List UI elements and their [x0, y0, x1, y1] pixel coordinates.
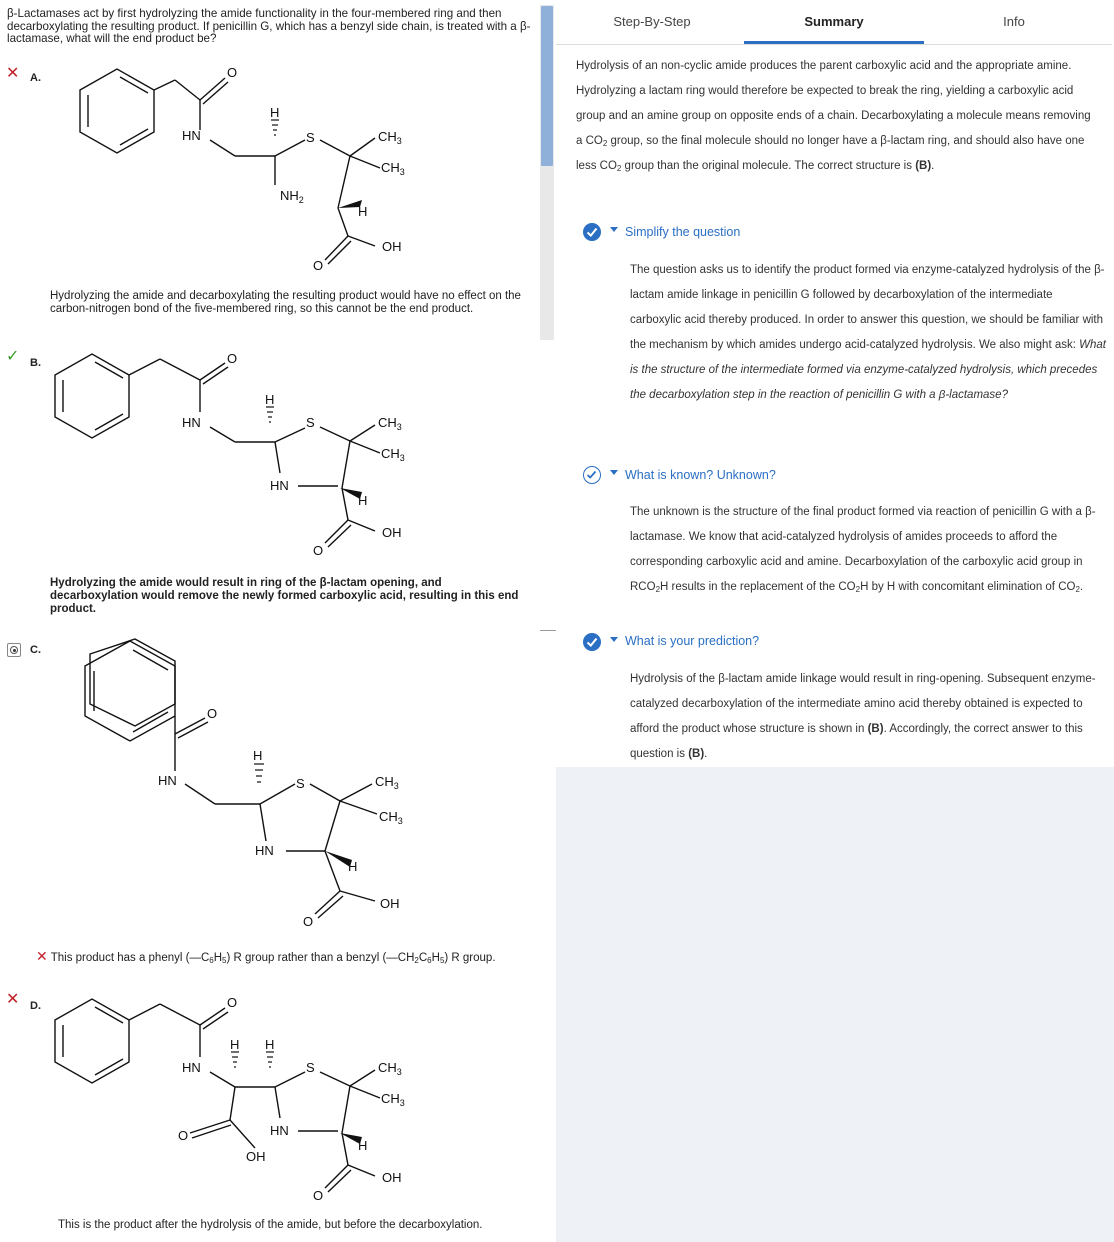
- svg-text:HN: HN: [270, 1123, 289, 1138]
- step-simplify-title[interactable]: Simplify the question: [625, 225, 741, 239]
- tab-divider: [556, 44, 1112, 45]
- svg-text:O: O: [313, 543, 324, 558]
- chevron-down-icon[interactable]: [610, 637, 618, 642]
- svg-text:O: O: [207, 706, 218, 721]
- svg-text:OH: OH: [382, 239, 402, 254]
- svg-text:H: H: [348, 859, 358, 874]
- svg-text:O: O: [313, 1188, 324, 1203]
- scrollbar-thumb[interactable]: [541, 6, 553, 166]
- tab-summary[interactable]: Summary: [804, 14, 864, 29]
- option-b-letter: B.: [30, 357, 41, 369]
- check-icon: ✓: [6, 348, 20, 365]
- svg-text:CH3: $CH_3$: [378, 129, 402, 146]
- svg-text:O: O: [227, 351, 238, 366]
- svg-text:CH3: $CH_3$: [375, 774, 399, 791]
- option-c-structure[interactable]: [40, 636, 500, 931]
- check-circle-icon: [583, 223, 601, 241]
- svg-text:H: H: [358, 1138, 368, 1153]
- svg-text:S: S: [306, 1060, 315, 1075]
- svg-text:CH3: $CH_3$: [381, 160, 405, 177]
- svg-text:H: H: [265, 392, 275, 407]
- tab-step-by-step[interactable]: Step-By-Step: [613, 14, 691, 29]
- empty-area: [556, 767, 1114, 1242]
- svg-text:S: S: [296, 776, 305, 791]
- option-b-structure[interactable]: [40, 345, 500, 560]
- svg-text:HN: HN: [182, 1060, 201, 1075]
- option-a-feedback: Hydrolyzing the amide and decarboxylating the resulting product would have no effect on the carbon-nitrogen bond of the five-membered ring, so this cannot be the end product.: [50, 290, 521, 315]
- check-circle-icon: [583, 633, 601, 651]
- svg-text:H: H: [358, 204, 368, 219]
- svg-text:OH: OH: [382, 525, 402, 540]
- svg-text:CH3: $CH_3$: [378, 415, 402, 432]
- svg-text:CH3: $CH_3$: [378, 1060, 402, 1077]
- summary-text: Hydrolysis of an non-cyclic amide produces the parent carboxylic acid and the appropriate amine. Hydrolyzing a lactam ring would therefore be expected to break the ring, yielding a carboxylic acid group and an amine group on opposite ends of a chain. Decarboxylating a molecule means removing a $CO_2$ group, so the final molecule should no longer have a β-lactam ring, and should also have one less $CO_2$ group than the original molecule. The correct structure is (B).: [576, 60, 1091, 173]
- svg-text:CH3: $CH_3$: [381, 446, 405, 463]
- option-a-structure[interactable]: [40, 60, 500, 275]
- svg-text:O: O: [178, 1128, 189, 1143]
- step-prediction-title[interactable]: What is your prediction?: [625, 634, 760, 648]
- x-icon: ✕: [6, 991, 20, 1008]
- svg-text:HN: HN: [158, 773, 177, 788]
- question-panel: [0, 0, 540, 1242]
- oxygen-label: O: [227, 65, 238, 80]
- svg-text:OH: OH: [380, 896, 400, 911]
- option-d-structure[interactable]: [40, 990, 500, 1205]
- sulfur-label: S: [306, 130, 315, 145]
- check-circle-outline-icon: [583, 466, 601, 484]
- tab-info[interactable]: Info: [1003, 14, 1025, 29]
- solution-panel: [556, 0, 1112, 767]
- step-known-title[interactable]: What is known? Unknown?: [625, 468, 776, 482]
- svg-text:HN: HN: [270, 478, 289, 493]
- option-b-feedback: Hydrolyzing the amide would result in ring of the β-lactam opening, and decarboxylation would remove the newly formed carboxylic acid, resulting in this end product.: [50, 577, 519, 615]
- svg-text:H: H: [358, 493, 368, 508]
- option-a-letter: A.: [30, 72, 41, 84]
- tab-bar: [556, 0, 1112, 44]
- chevron-down-icon[interactable]: [610, 227, 618, 232]
- radio-button[interactable]: [7, 643, 21, 657]
- svg-text:HN: HN: [255, 843, 274, 858]
- question-text: β-Lactamases act by first hydrolyzing the amide functionality in the four-membered ring and then decarboxylating the resulting product. If penicillin G, which has a benzyl side chain, is treated with a β-lactamase, what will the end product be?: [7, 7, 531, 45]
- svg-text:CH3: $CH_3$: [379, 809, 403, 826]
- svg-text:H: H: [253, 748, 263, 763]
- svg-text:O: O: [227, 995, 238, 1010]
- svg-text:OH: OH: [246, 1149, 266, 1164]
- svg-text:NH2: $NH_2$: [280, 188, 304, 205]
- step-known-body: The unknown is the structure of the final product formed via reaction of penicillin G with a β-lactamase. We know that acid-catalyzed hydrolysis of amides proceeds to afford the corresponding carboxylic acid and amine. Decarboxylation of the carboxylic acid group in $RCO_2H$ results in the replacement of the $CO_2H$ by H with concomitant elimination of $CO_2$.: [630, 506, 1096, 594]
- h-label: H: [270, 105, 280, 120]
- option-d-feedback: This is the product after the hydrolysis of the amide, but before the decarboxylation.: [58, 1219, 483, 1231]
- svg-text:HN: HN: [182, 415, 201, 430]
- option-c-letter: C.: [30, 644, 41, 656]
- svg-text:O: O: [313, 258, 324, 273]
- divider: [540, 630, 556, 631]
- svg-text:CH3: $CH_3$: [381, 1091, 405, 1108]
- step-simplify-body: The question asks us to identify the product formed via enzyme-catalyzed hydrolysis of the β-lactam amide linkage in penicillin G followed by decarboxylation of the intermediate carboxylic acid thereby produced. In order to answer this question, we should be familiar with the mechanism by which amides undergo acid-catalyzed hydrolysis. We also might ask: What is the structure of the intermediate formed via enzyme-catalyzed hydrolysis, which precedes the decarboxylation step in the reaction of penicillin G with a β-lactamase?: [630, 264, 1106, 401]
- option-d-letter: D.: [30, 1000, 41, 1012]
- svg-text:H: H: [230, 1037, 240, 1052]
- option-c-feedback: ✕ This product has a phenyl $(—C_6H_5)$ R group rather than a benzyl $(—CH_2C_6H_5)$ R group.: [36, 948, 496, 965]
- hn-label: HN: [182, 128, 201, 143]
- svg-text:H: H: [265, 1037, 275, 1052]
- svg-text:S: S: [306, 415, 315, 430]
- step-prediction-body: Hydrolysis of the β-lactam amide linkage would result in ring-opening. Subsequent enzyme-catalyzed decarboxylation of the intermediate amino acid thereby obtained is expected to afford the product whose structure is shown in (B). Accordingly, the correct answer to this question is (B).: [630, 673, 1096, 760]
- chevron-down-icon[interactable]: [610, 470, 618, 475]
- svg-text:OH: OH: [382, 1170, 402, 1185]
- svg-text:O: O: [303, 914, 314, 929]
- x-icon: ✕: [6, 65, 20, 82]
- x-icon: ✕: [36, 948, 48, 964]
